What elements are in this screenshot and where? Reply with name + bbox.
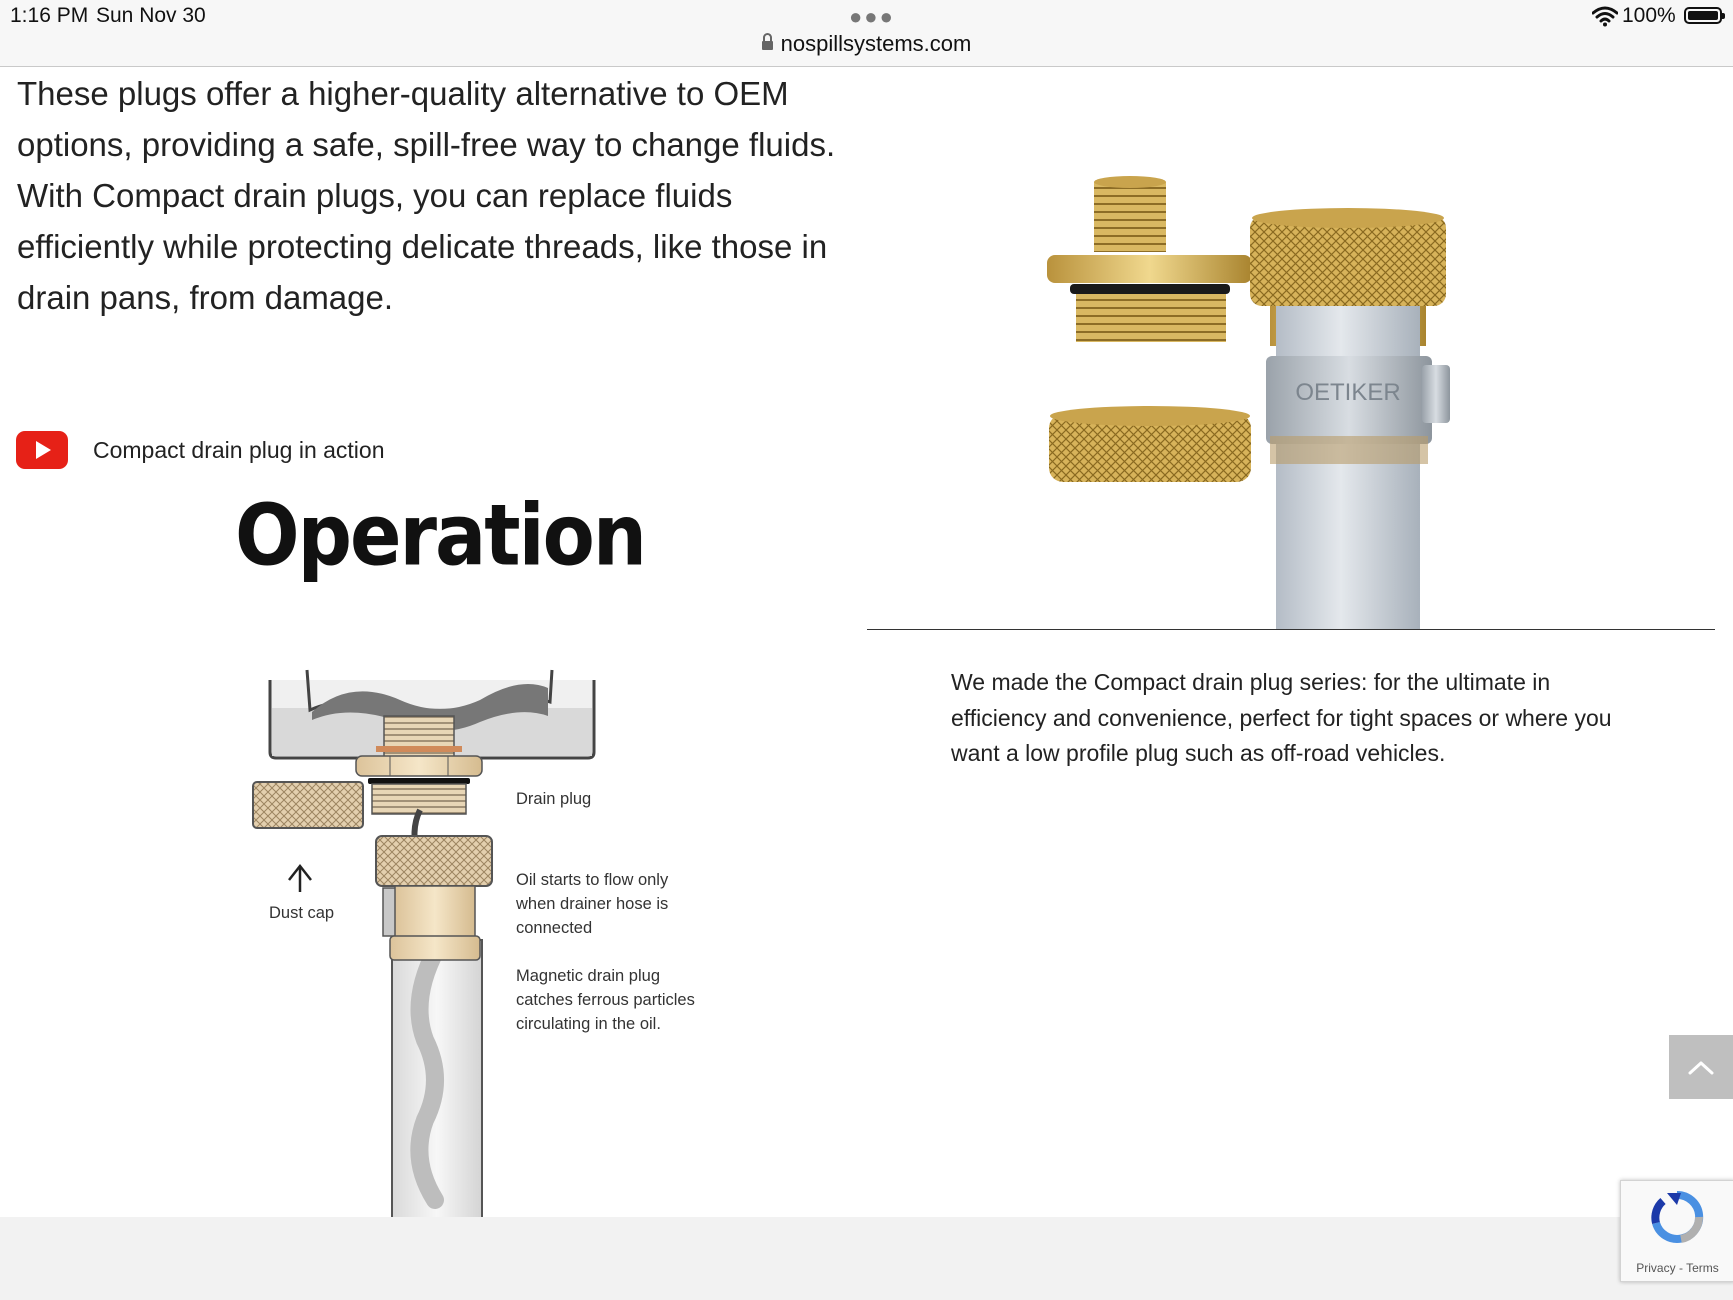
label-drain-plug: Drain plug	[516, 790, 592, 808]
label-magnetic: Magnetic drain plug catches ferrous particles circulating in the oil.	[516, 967, 695, 1033]
lock-icon	[762, 41, 773, 50]
operation-diagram	[240, 660, 660, 1220]
status-date: Sun Nov 30	[96, 4, 206, 27]
wifi-icon	[1592, 5, 1618, 27]
recaptcha-terms-link[interactable]: Terms	[1686, 1261, 1719, 1275]
chevron-up-icon	[1669, 1035, 1733, 1099]
video-link[interactable]: Compact drain plug in action	[93, 437, 385, 463]
intro-paragraph: These plugs offer a higher-quality alternative to OEM options, providing a safe, spill-free way to change fluids. With Compact drain plugs, you can replace fluids efficiently while protecting delicate threads, like those in drain pans, from damage.	[17, 75, 836, 316]
url-text: nospillsystems.com	[780, 31, 972, 56]
battery-percent: 100%	[1622, 4, 1676, 27]
youtube-play-icon[interactable]	[16, 431, 68, 469]
recaptcha-separator: -	[1675, 1261, 1687, 1275]
address-bar[interactable]	[0, 31, 1733, 57]
multitasking-dots-icon[interactable]: ●●●	[849, 4, 895, 29]
recaptcha-privacy-link[interactable]: Privacy	[1636, 1261, 1676, 1275]
battery-icon	[1684, 7, 1722, 24]
status-time: 1:16 PM	[10, 4, 89, 27]
status-bar	[0, 0, 1733, 67]
label-dust-cap: Dust cap	[269, 904, 335, 922]
operation-title: Operation	[234, 485, 646, 585]
page-footer	[0, 1217, 1733, 1300]
recaptcha-badge[interactable]	[1620, 1180, 1733, 1282]
divider	[867, 629, 1715, 630]
clamp-text: OETIKER	[1295, 379, 1401, 406]
description-paragraph: We made the Compact drain plug series: for the ultimate in efficiency and convenience, perfect for tight spaces or where you want a low profile plug such as off-road vehicles.	[951, 669, 1612, 766]
product-image	[1030, 160, 1550, 630]
label-oil-flow: Oil starts to flow only when drainer hose is connected	[516, 871, 669, 937]
back-to-top-button[interactable]	[1669, 1035, 1733, 1099]
recaptcha-icon	[1621, 1181, 1733, 1259]
